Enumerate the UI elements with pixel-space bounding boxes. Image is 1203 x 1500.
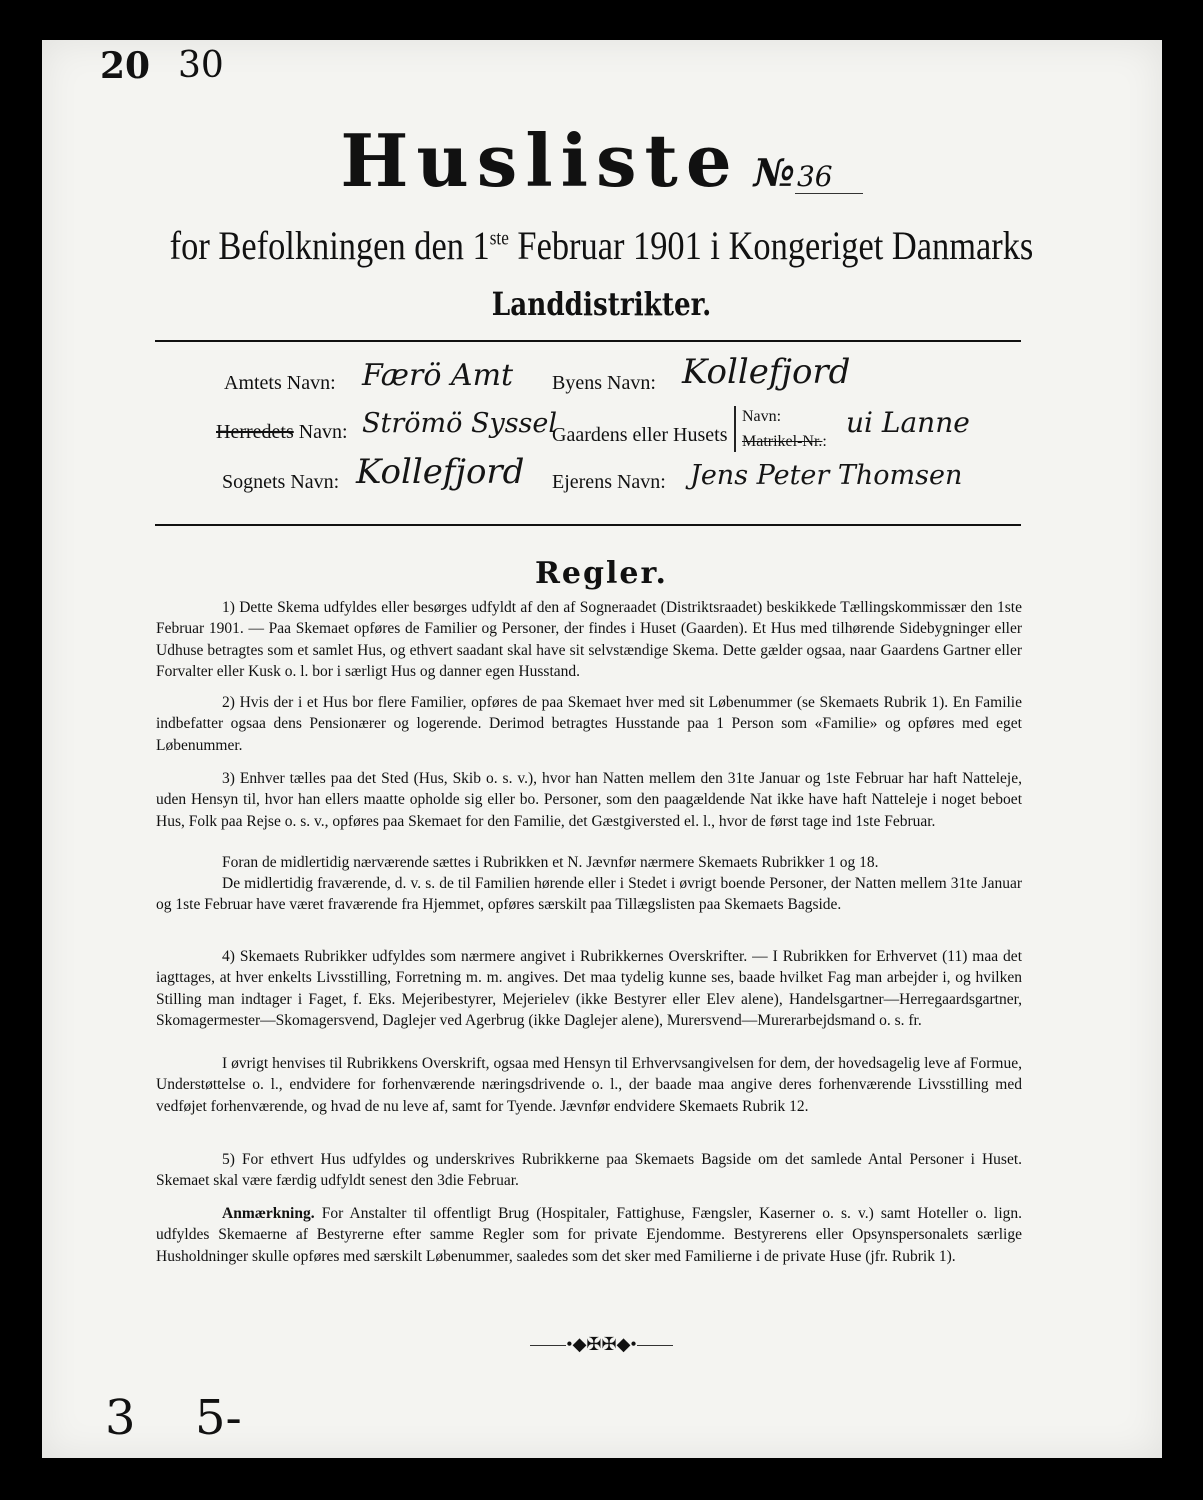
subtitle-district: Landdistrikter. (491, 285, 712, 323)
by-value: Kollefjord (682, 352, 851, 392)
subtitle-pre: for Befolkningen den 1 (169, 223, 490, 268)
gaard-value: ui Lanne (846, 406, 970, 439)
rule-3-text: 3) Enhver tælles paa det Sted (Hus, Skib o. s. v.), hvor han Natten mellem den 31te Januar og 1ste Februar har haft Natteleje, uden Hensyn til, hvor han ellers maatte opholde sig eller bo. Personer, som den paagældende Nat ikke have haft Natteleje i noget beboet Hus, Folk paa Rejse o. s. v., opføres paa Skemaet for den Familie, det Gæstgiversted el. l., hvor de først tage ind 1ste Februar. (156, 770, 1022, 830)
corner-number-right: 30 (178, 45, 224, 86)
matrikel-colon: : (822, 433, 827, 450)
ejer-label: Ejerens Navn: (552, 471, 666, 493)
rules-heading: Regler. (535, 556, 668, 591)
subtitle (84, 222, 1119, 269)
herred-label (216, 421, 348, 444)
note-paragraph (156, 1203, 1022, 1267)
subtitle-sup: ste (489, 227, 509, 250)
ornament-glyphs: •◆✠✠◆• (566, 1334, 637, 1354)
herred-label-rest: Navn: (293, 421, 348, 443)
rule-5-text: 5) For ethvert Hus udfyldes og underskrives Rubrikkerne paa Skemaets Bagside om det samlede Antal Personer i Huset. Skemaet skal være færdig udfyldt senest den 3die Februar. (156, 1151, 1022, 1190)
rule-4-text: 4) Skemaets Rubrikker udfyldes som nærmere angivet i Rubrikkernes Overskrifter. — I Rubrikken for Erhvervet (11) maa det iagttages, at hver enkelts Livsstilling, Forretning m. m. angives. Det maa tydelig kunne ses, baade hvilket Fag man arbejder i, og hvilken Stilling man indtager i Faget, f. Eks. Mejeribestyrer, Mejerielev (ikke Bestyrer eller Elev alene), Handelsgartner—Herregaardsgartner, Skomagermester—Skomagersvend, Daglejer ved Agerbrug (ikke Daglejer alene), Murersvend—Murerarbejdsmand o. s. fr. (156, 948, 1022, 1029)
rule-paragraph-3c (156, 873, 1022, 916)
sogn-label: Sognets Navn: (222, 471, 340, 493)
rule-paragraph-4b (156, 1053, 1022, 1117)
rule-1-text: 1) Dette Skema udfyldes eller besørges udfyldt af den af Sogneraadet (Distriktsraadet) beskikkede Tællingskommissær den 1ste Februar 1901. — Paa Skemaet opføres de Familier og Personer, der findes i Huset (Gaarden). Et Hus med tilhørende Sidebygninger eller Udhuse betragtes som et samlet Hus, og ethvert saadant skal have sit selvstændige Skema. Dette gælder ogsaa, naar Gaardens Gartner eller Forvalter eller Kusk o. l. bor i særligt Hus og danner egen Husstand. (156, 599, 1022, 680)
amt-value: Færö Amt (362, 358, 514, 393)
bottom-mark-left: 3 (105, 1390, 136, 1446)
rule-paragraph-5 (156, 1149, 1022, 1192)
rule-2-text: 2) Hvis der i et Hus bor flere Familier, opføres de paa Skemaet hver med sit Løbenummer (se Skemaets Rubrik 1). En Familie indbefatter ogsaa dens Pensionærer og logerende. Derimod betragtes Husstande paa 1 Person som «Familie» og opføres med eget Løbenummer. (156, 694, 1022, 754)
note-label: Anmærkning. (222, 1205, 315, 1222)
herred-value: Strömö Syssel (362, 408, 558, 439)
gaard-label: Gaardens eller Husets (552, 424, 728, 446)
brace-divider (734, 406, 736, 452)
rule-paragraph-3 (156, 768, 1022, 832)
rule-3c-text: De midlertidig fraværende, d. v. s. de til Familien hørende eller i Stedet i øvrigt boende Personer, der Natten mellem 31te Januar og 1ste Februar have været fraværende fra Hjemmet, opføres særskilt paa Tillægslisten paa Skemaets Bagside. (156, 875, 1022, 914)
note-text: For Anstalter til offentligt Brug (Hospitaler, Fattighuse, Fængsler, Kaserner o. s. v.) samt Hoteller o. lign. udfyldes Skemaerne af Bestyrerne efter samme Regler som for private Ejendomme. Bestyrerens eller Opsynspersonalets særlige Husholdninger skulle opføres med særskilt Løbenummer, saaledes som det sker med Familierne i de private Huse (jfr. Rubrik 1). (156, 1205, 1022, 1265)
by-label: Byens Navn: (552, 372, 656, 394)
herred-label-struck: Herredets (216, 421, 294, 443)
navn-sub-label: Navn: (742, 408, 782, 425)
rule-paragraph-2 (156, 692, 1022, 756)
subtitle-post: Februar 1901 i Kongeriget Danmarks (508, 223, 1034, 268)
title-word: Husliste (340, 118, 740, 203)
ornament-divider (0, 1334, 1203, 1355)
bottom-mark-right: 5- (195, 1390, 242, 1446)
number-value: 36 (795, 160, 863, 194)
page-title (0, 118, 1203, 203)
rule-top (155, 340, 1021, 342)
rule-paragraph-4 (156, 946, 1022, 1031)
rule-4b-text: I øvrigt henvises til Rubrikkens Overskrift, ogsaa med Hensyn til Erhvervsangivelsen for dem, der hovedsagelig leve af Formue, Understøttelse o. l., endvidere for forhenværende næringsdrivende o. l., der baade maa angive deres forhenværende Livsstilling med vedføjet forhenværende, og hvad de nu leve af, samt for Tyende. Jævnfør endvidere Skemaets Rubrik 12. (156, 1055, 1022, 1115)
rule-paragraph-1 (156, 597, 1022, 682)
sogn-value: Kollefjord (356, 452, 525, 492)
ejer-value: Jens Peter Thomsen (690, 460, 963, 491)
matrikel-sub-label (742, 433, 827, 451)
rule-3b-text: Foran de midlertidig nærværende sættes i Rubrikken et N. Jævnfør nærmere Skemaets Rubrikker 1 og 18. (222, 854, 879, 871)
number-label: № (753, 150, 795, 195)
corner-number-left: 20 (100, 45, 151, 87)
amt-label: Amtets Navn: (224, 372, 336, 394)
matrikel-struck: Matrikel-Nr. (742, 433, 823, 450)
rule-bottom (155, 524, 1021, 526)
rule-paragraph-3b (156, 852, 1022, 873)
